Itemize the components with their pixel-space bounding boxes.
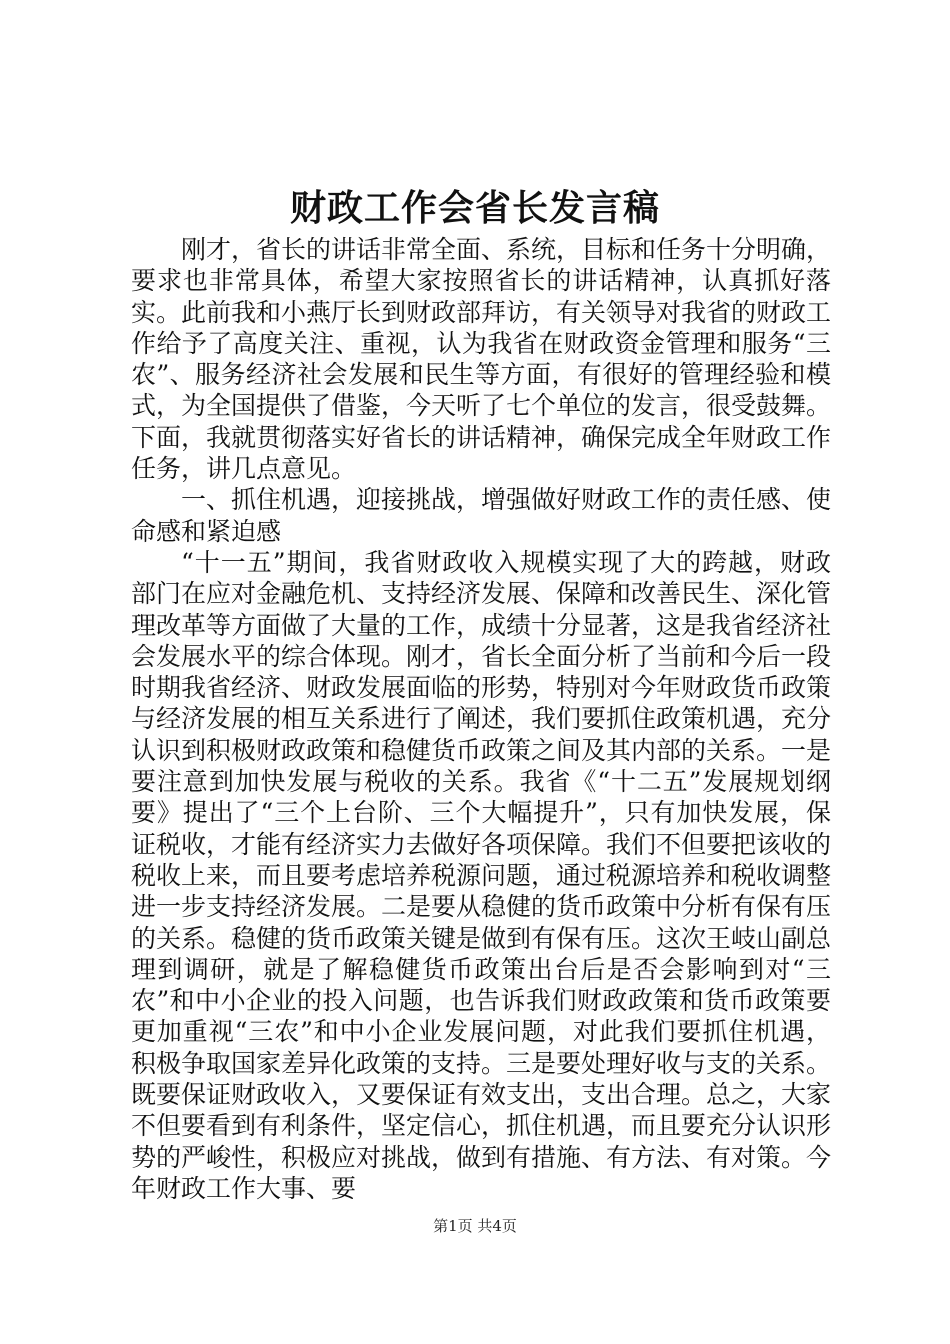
paragraph-intro: 刚才，省长的讲话非常全面、系统，目标和任务十分明确，要求也非常具体，希望大家按照省长的讲话精神，认真抓好落实。此前我和小燕厅长到财政部拜访，有关领导对我省的财政工作给予了高度关注、重视，认为我省在财政资金管理和服务“三农”、服务经济社会发展和民生等方面，有很好的管理经验和模式，为全国提供了借鉴，今天听了七个单位的发言，很受鼓舞。下面，我就贯彻落实好省长的讲话精神，确保完成全年财政工作任务，讲几点意见。 (131, 235, 832, 484)
document-title: 财政工作会省长发言稿 (289, 187, 660, 229)
paragraph-main: “十一五”期间，我省财政收入规模实现了大的跨越，财政部门在应对金融危机、支持经济发展、保障和改善民生、深化管理改革等方面做了大量的工作，成绩十分显著，这是我省经济社会发展水平的综合体现。刚才，省长全面分析了当前和今后一段时期我省经济、财政发展面临的形势，特别对今年财政货币政策与经济发展的相互关系进行了阐述，我们要抓住政策机遇，充分认识到积极财政政策和稳健货币政策之间及其内部的关系。一是要注意到加快发展与税收的关系。我省《“十二五”发展规划纲要》提出了“三个上台阶、三个大幅提升”，只有加快发展，保证税收，才能有经济实力去做好各项保障。我们不但要把该收的税收上来，而且要考虑培养税源问题，通过税源培养和税收调整进一步支持经济发展。二是要从稳健的货币政策中分析有保有压的关系。稳健的货币政策关键是做到有保有压。这次王岐山副总理到调研，就是了解稳健货币政策出台后是否会影响到对“三农”和中小企业的投入问题，也告诉我们财政政策和货币政策要更加重视“三农”和中小企业发展问题，对此我们要抓住机遇，积极争取国家差异化政策的支持。三是要处理好收与支的关系。既要保证财政收入，又要保证有效支出，支出合理。总之，大家不但要看到有利条件，坚定信心，抓住机遇，而且要充分认识形势的严峻性，积极应对挑战，做到有措施、有方法、有对策。今年财政工作大事、要 (131, 547, 832, 1203)
page-number-footer: 第1页 共4页 (433, 1217, 517, 1235)
document-body (131, 234, 831, 1204)
paragraph-section-heading: 一、抓住机遇，迎接挑战，增强做好财政工作的责任感、使命感和紧迫感 (131, 485, 832, 546)
